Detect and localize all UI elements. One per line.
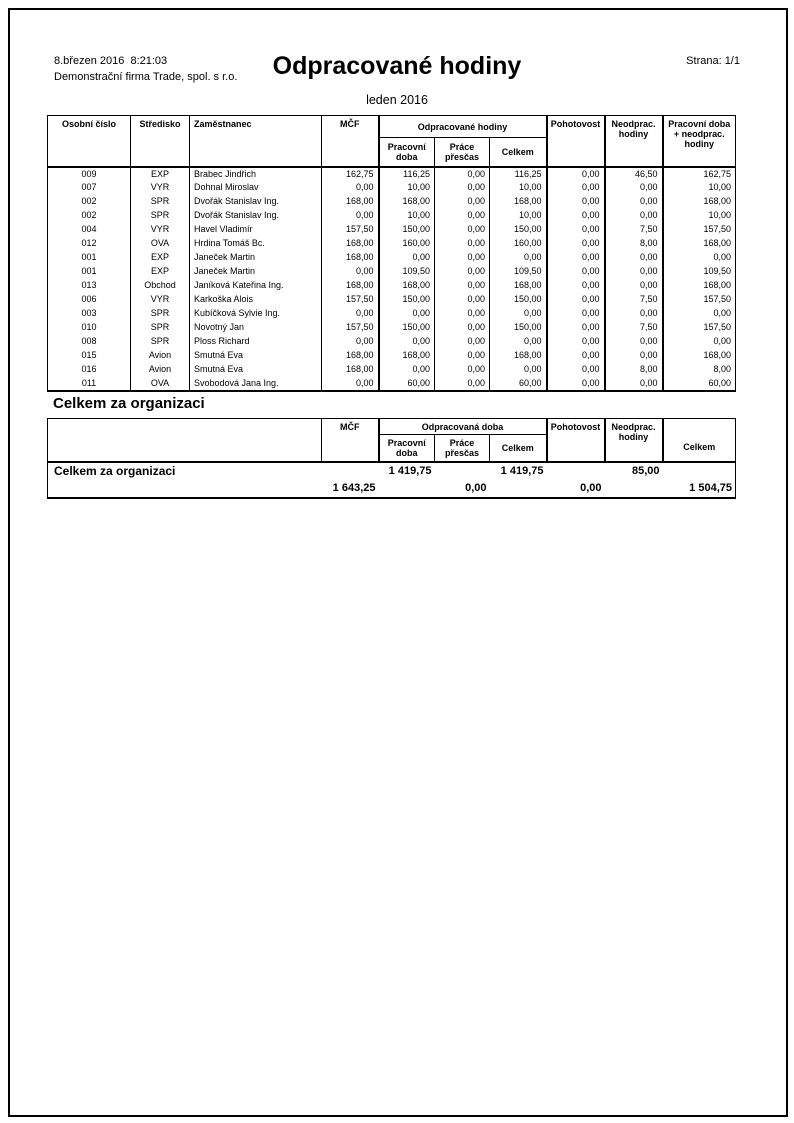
cell-pracovni-doba: 0,00 (379, 251, 435, 265)
cell-pracovni-plus-neodprac: 109,50 (663, 265, 736, 279)
cell-stredisko: EXP (131, 251, 190, 265)
cell-neodprac-hodiny: 0,00 (605, 209, 663, 223)
cell-pohotovost: 0,00 (547, 167, 605, 181)
col-header-celkem: Celkem (490, 138, 547, 167)
col-header-pracovni-plus-neodprac: Pracovní doba + neodprac. hodiny (663, 116, 736, 167)
cell-neodprac-hodiny: 0,00 (605, 195, 663, 209)
cell-pracovni-plus-neodprac: 8,00 (663, 363, 736, 377)
cell-neodprac-hodiny: 0,00 (605, 265, 663, 279)
cell-pracovni-plus-neodprac: 0,00 (663, 251, 736, 265)
cell-celkem: 10,00 (490, 209, 547, 223)
cell-zamestnanec: Havel Vladimír (190, 223, 322, 237)
cell-osobni-cislo: 016 (48, 363, 131, 377)
cell-pohotovost: 0,00 (547, 363, 605, 377)
summary-prescas-value: 0,00 (465, 482, 487, 494)
cell-celkem: 109,50 (490, 265, 547, 279)
cell-mcf: 0,00 (322, 335, 379, 349)
cell-mcf: 168,00 (322, 279, 379, 293)
table-row (48, 265, 736, 279)
cell-pracovni-plus-neodprac: 168,00 (663, 349, 736, 363)
col-header-stredisko: Středisko (131, 116, 190, 167)
cell-neodprac-hodiny: 0,00 (605, 335, 663, 349)
cell-zamestnanec: Kubíčková Sylvie Ing. (190, 307, 322, 321)
cell-mcf: 157,50 (322, 223, 379, 237)
table-row (48, 195, 736, 209)
cell-pracovni-doba: 116,25 (379, 167, 435, 181)
page-number: Strana: 1/1 (686, 55, 740, 67)
cell-pracovni-doba: 160,00 (379, 237, 435, 251)
cell-pohotovost: 0,00 (547, 251, 605, 265)
cell-stredisko: VYR (131, 293, 190, 307)
cell-pracovni-doba: 168,00 (379, 195, 435, 209)
cell-pracovni-doba: 10,00 (379, 181, 435, 195)
cell-pohotovost: 0,00 (547, 279, 605, 293)
cell-pohotovost: 0,00 (547, 195, 605, 209)
cell-osobni-cislo: 007 (48, 181, 131, 195)
summary-mcf-value: 1 643,25 (332, 482, 376, 494)
cell-pohotovost: 0,00 (547, 293, 605, 307)
col-group-odpracovane-hodiny: Odpracované hodiny (379, 116, 547, 138)
summary-row-1 (48, 462, 736, 480)
cell-neodprac-hodiny: 0,00 (605, 181, 663, 195)
table-row (48, 237, 736, 251)
cell-mcf: 157,50 (322, 293, 379, 307)
cell-pracovni-plus-neodprac: 10,00 (663, 209, 736, 223)
cell-celkem: 0,00 (490, 307, 547, 321)
cell-mcf: 168,00 (322, 349, 379, 363)
cell-celkem: 0,00 (490, 335, 547, 349)
cell-zamestnanec: Smutná Eva (190, 363, 322, 377)
table-row (48, 377, 736, 391)
cell-pohotovost: 0,00 (547, 307, 605, 321)
summary-row-label: Celkem za organizaci (48, 462, 322, 480)
cell-pohotovost: 0,00 (547, 335, 605, 349)
cell-neodprac-hodiny: 7,50 (605, 223, 663, 237)
summary-col-celkem: Celkem (490, 435, 547, 462)
cell-pracovni-doba: 150,00 (379, 321, 435, 335)
summary-celkem-value: 1 419,75 (490, 462, 547, 480)
cell-osobni-cislo: 001 (48, 265, 131, 279)
cell-osobni-cislo: 006 (48, 293, 131, 307)
col-header-prace-prescas: Práce přesčas (435, 138, 490, 167)
cell-pracovni-plus-neodprac: 0,00 (663, 335, 736, 349)
cell-pracovni-doba: 0,00 (379, 307, 435, 321)
cell-osobni-cislo: 015 (48, 349, 131, 363)
table-row (48, 293, 736, 307)
cell-zamestnanec: Novotný Jan (190, 321, 322, 335)
cell-pracovni-doba: 0,00 (379, 335, 435, 349)
col-header-pohotovost: Pohotovost (547, 116, 605, 167)
col-header-pracovni-doba: Pracovní doba (379, 138, 435, 167)
summary-neodprac-cell (605, 480, 663, 498)
employee-rows (48, 167, 736, 391)
summary-mcf-cell (322, 462, 379, 480)
cell-neodprac-hodiny: 8,00 (605, 363, 663, 377)
table-row (48, 251, 736, 265)
cell-neodprac-hodiny: 7,50 (605, 293, 663, 307)
cell-mcf: 162,75 (322, 167, 379, 181)
cell-osobni-cislo: 008 (48, 335, 131, 349)
summary-pracovni-doba-value: 1 419,75 (379, 462, 435, 480)
col-header-neodprac-hodiny: Neodprac. hodiny (605, 116, 663, 167)
cell-prace-prescas: 0,00 (435, 181, 490, 195)
cell-pracovni-plus-neodprac: 168,00 (663, 195, 736, 209)
cell-celkem: 168,00 (490, 279, 547, 293)
cell-mcf: 0,00 (322, 377, 379, 391)
cell-mcf: 157,50 (322, 321, 379, 335)
cell-stredisko: SPR (131, 321, 190, 335)
cell-prace-prescas: 0,00 (435, 279, 490, 293)
cell-pohotovost: 0,00 (547, 321, 605, 335)
summary-row-2 (48, 480, 736, 498)
table-row (48, 363, 736, 377)
cell-stredisko: Avion (131, 349, 190, 363)
cell-osobni-cislo: 004 (48, 223, 131, 237)
report-datetime: 8.březen 2016 8:21:03 (54, 55, 168, 67)
cell-celkem: 0,00 (490, 363, 547, 377)
cell-zamestnanec: Karkoška Alois (190, 293, 322, 307)
cell-osobni-cislo: 013 (48, 279, 131, 293)
cell-zamestnanec: Dvořák Stanislav Ing. (190, 195, 322, 209)
cell-neodprac-hodiny: 0,00 (605, 349, 663, 363)
cell-pohotovost: 0,00 (547, 349, 605, 363)
table-row (48, 335, 736, 349)
cell-stredisko: VYR (131, 223, 190, 237)
cell-zamestnanec: Janíková Kateřina Ing. (190, 279, 322, 293)
cell-zamestnanec: Dohnal Miroslav (190, 181, 322, 195)
cell-zamestnanec: Svobodová Jana Ing. (190, 377, 322, 391)
summary-col-pohotovost: Pohotovost (547, 419, 605, 462)
summary-col-pracovni-doba: Pracovní doba (379, 435, 435, 462)
cell-prace-prescas: 0,00 (435, 363, 490, 377)
report-title: Odpracované hodiny (272, 52, 522, 80)
summary-neodprac-value: 85,00 (605, 462, 663, 480)
cell-prace-prescas: 0,00 (435, 349, 490, 363)
cell-stredisko: Obchod (131, 279, 190, 293)
cell-pracovni-doba: 109,50 (379, 265, 435, 279)
table-row (48, 223, 736, 237)
cell-prace-prescas: 0,00 (435, 321, 490, 335)
cell-neodprac-hodiny: 8,00 (605, 237, 663, 251)
summary-final-value: 1 504,75 (689, 482, 732, 494)
cell-mcf: 168,00 (322, 251, 379, 265)
table-row (48, 209, 736, 223)
summary-col-celkem-final: Celkem (663, 419, 736, 462)
cell-neodprac-hodiny: 0,00 (605, 251, 663, 265)
organization-total-table (47, 418, 736, 499)
summary-label-cell (48, 480, 322, 498)
report-period: leden 2016 (366, 93, 428, 107)
cell-prace-prescas: 0,00 (435, 209, 490, 223)
cell-pracovni-doba: 168,00 (379, 349, 435, 363)
cell-osobni-cislo: 012 (48, 237, 131, 251)
cell-prace-prescas: 0,00 (435, 377, 490, 391)
cell-stredisko: SPR (131, 307, 190, 321)
cell-stredisko: OVA (131, 377, 190, 391)
cell-prace-prescas: 0,00 (435, 167, 490, 181)
table-row (48, 349, 736, 363)
cell-zamestnanec: Hrdina Tomáš Bc. (190, 237, 322, 251)
col-header-mcf: MČF (322, 116, 379, 167)
cell-prace-prescas: 0,00 (435, 251, 490, 265)
cell-pracovni-plus-neodprac: 157,50 (663, 223, 736, 237)
cell-stredisko: OVA (131, 237, 190, 251)
cell-celkem: 150,00 (490, 321, 547, 335)
summary-pracovni-doba-cell (379, 480, 435, 498)
cell-osobni-cislo: 010 (48, 321, 131, 335)
cell-mcf: 168,00 (322, 237, 379, 251)
cell-stredisko: SPR (131, 195, 190, 209)
cell-mcf: 0,00 (322, 265, 379, 279)
summary-heading: Celkem za organizaci (53, 395, 205, 412)
cell-mcf: 0,00 (322, 307, 379, 321)
summary-final-cell (663, 462, 736, 480)
cell-pohotovost: 0,00 (547, 209, 605, 223)
cell-pracovni-doba: 0,00 (379, 363, 435, 377)
col-header-zamestnanec: Zaměstnanec (190, 116, 322, 167)
cell-pohotovost: 0,00 (547, 223, 605, 237)
company-name: Demonstrační firma Trade, spol. s r.o. (54, 71, 238, 83)
cell-prace-prescas: 0,00 (435, 223, 490, 237)
cell-prace-prescas: 0,00 (435, 195, 490, 209)
cell-zamestnanec: Brabec Jindřich (190, 167, 322, 181)
cell-celkem: 168,00 (490, 195, 547, 209)
cell-zamestnanec: Ploss Richard (190, 335, 322, 349)
cell-osobni-cislo: 001 (48, 251, 131, 265)
cell-pohotovost: 0,00 (547, 377, 605, 391)
cell-zamestnanec: Janeček Martin (190, 265, 322, 279)
cell-celkem: 150,00 (490, 293, 547, 307)
cell-pracovni-doba: 168,00 (379, 279, 435, 293)
cell-pracovni-doba: 60,00 (379, 377, 435, 391)
cell-stredisko: Avion (131, 363, 190, 377)
cell-pracovni-plus-neodprac: 168,00 (663, 237, 736, 251)
cell-pracovni-doba: 10,00 (379, 209, 435, 223)
cell-mcf: 0,00 (322, 181, 379, 195)
summary-pohotovost-value: 0,00 (580, 482, 602, 494)
cell-prace-prescas: 0,00 (435, 335, 490, 349)
cell-osobni-cislo: 009 (48, 167, 131, 181)
cell-pohotovost: 0,00 (547, 237, 605, 251)
summary-col-empty (48, 419, 322, 462)
table-row (48, 279, 736, 293)
cell-pracovni-plus-neodprac: 157,50 (663, 321, 736, 335)
cell-pracovni-doba: 150,00 (379, 223, 435, 237)
cell-pohotovost: 0,00 (547, 181, 605, 195)
summary-prescas-cell (435, 462, 490, 480)
worked-hours-table (47, 115, 736, 392)
cell-prace-prescas: 0,00 (435, 293, 490, 307)
summary-col-neodprac-hodiny: Neodprac. hodiny (605, 419, 663, 462)
summary-col-group-odpracovana-doba: Odpracovaná doba (379, 419, 547, 435)
cell-stredisko: EXP (131, 167, 190, 181)
cell-celkem: 168,00 (490, 349, 547, 363)
cell-celkem: 150,00 (490, 223, 547, 237)
cell-osobni-cislo: 002 (48, 209, 131, 223)
cell-celkem: 0,00 (490, 251, 547, 265)
cell-stredisko: SPR (131, 209, 190, 223)
cell-pracovni-plus-neodprac: 0,00 (663, 307, 736, 321)
cell-neodprac-hodiny: 0,00 (605, 279, 663, 293)
cell-stredisko: SPR (131, 335, 190, 349)
cell-pracovni-doba: 150,00 (379, 293, 435, 307)
table-row (48, 307, 736, 321)
summary-pohotovost-cell (547, 462, 605, 480)
cell-osobni-cislo: 003 (48, 307, 131, 321)
cell-osobni-cislo: 002 (48, 195, 131, 209)
cell-prace-prescas: 0,00 (435, 237, 490, 251)
cell-celkem: 60,00 (490, 377, 547, 391)
table-row (48, 167, 736, 181)
cell-pracovni-plus-neodprac: 10,00 (663, 181, 736, 195)
cell-mcf: 168,00 (322, 363, 379, 377)
cell-pohotovost: 0,00 (547, 265, 605, 279)
summary-col-prace-prescas: Práce přesčas (435, 435, 490, 462)
col-header-osobni-cislo: Osobní číslo (48, 116, 131, 167)
cell-celkem: 160,00 (490, 237, 547, 251)
cell-celkem: 116,25 (490, 167, 547, 181)
cell-prace-prescas: 0,00 (435, 265, 490, 279)
cell-neodprac-hodiny: 0,00 (605, 307, 663, 321)
cell-pracovni-plus-neodprac: 60,00 (663, 377, 736, 391)
cell-mcf: 168,00 (322, 195, 379, 209)
summary-celkem-cell (490, 480, 547, 498)
cell-celkem: 10,00 (490, 181, 547, 195)
cell-stredisko: VYR (131, 181, 190, 195)
cell-neodprac-hodiny: 0,00 (605, 377, 663, 391)
cell-pracovni-plus-neodprac: 157,50 (663, 293, 736, 307)
cell-pracovni-plus-neodprac: 168,00 (663, 279, 736, 293)
summary-col-mcf: MČF (322, 419, 379, 462)
cell-osobni-cislo: 011 (48, 377, 131, 391)
table-row (48, 321, 736, 335)
cell-stredisko: EXP (131, 265, 190, 279)
cell-neodprac-hodiny: 46,50 (605, 167, 663, 181)
cell-prace-prescas: 0,00 (435, 307, 490, 321)
cell-zamestnanec: Smutná Eva (190, 349, 322, 363)
cell-zamestnanec: Janeček Martin (190, 251, 322, 265)
table-row (48, 181, 736, 195)
cell-mcf: 0,00 (322, 209, 379, 223)
cell-neodprac-hodiny: 7,50 (605, 321, 663, 335)
cell-zamestnanec: Dvořák Stanislav Ing. (190, 209, 322, 223)
cell-pracovni-plus-neodprac: 162,75 (663, 167, 736, 181)
